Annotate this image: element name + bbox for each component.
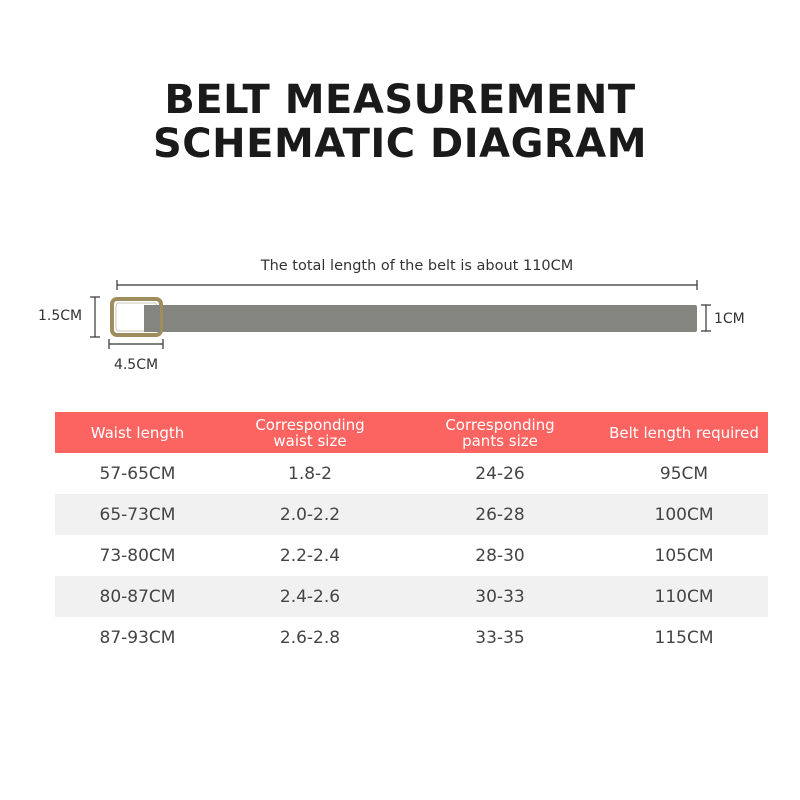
- belt-strap: [144, 305, 697, 332]
- page-title-line-2: SCHEMATIC DIAGRAM: [152, 121, 647, 167]
- cell-waist-size: 2.2-2.4: [279, 545, 341, 566]
- cell-waist-length: 87-93CM: [99, 627, 176, 648]
- cell-pants-size: 28-30: [475, 545, 525, 566]
- cell-pants-size: 24-26: [475, 463, 525, 484]
- header-belt-length-text: Belt length required: [609, 423, 759, 442]
- table-row: [55, 453, 768, 494]
- cell-pants-size: 33-35: [475, 627, 525, 648]
- table-header: [55, 412, 768, 453]
- cell-waist-length: 65-73CM: [99, 504, 176, 525]
- header-waist-length-text: Waist length: [90, 423, 185, 442]
- cell-pants-size: 30-33: [475, 586, 525, 607]
- total-length-dimension: [117, 280, 697, 290]
- header-waist-size-line2: waist size: [273, 431, 347, 450]
- belt-strap-end: [144, 305, 160, 332]
- table-row: [55, 576, 768, 617]
- cell-waist-length: 57-65CM: [99, 463, 176, 484]
- cell-waist-length: 73-80CM: [99, 545, 176, 566]
- cell-belt-length: 95CM: [659, 463, 709, 484]
- buckle-height-label: 1.5CM: [38, 308, 83, 324]
- cell-belt-length: 115CM: [654, 627, 714, 648]
- table-row: [55, 535, 768, 576]
- cell-belt-length: 110CM: [654, 586, 714, 607]
- cell-waist-size: 2.0-2.2: [279, 504, 341, 525]
- table-row: [55, 494, 768, 535]
- cell-waist-length: 80-87CM: [99, 586, 176, 607]
- total-length-label: The total length of the belt is about 110CM: [260, 258, 574, 274]
- strap-width-dimension: [701, 305, 711, 331]
- strap-width-label: 1CM: [714, 311, 745, 327]
- cell-waist-size: 2.6-2.8: [279, 627, 341, 648]
- buckle-height-dimension: [90, 297, 100, 337]
- buckle-width-label: 4.5CM: [113, 357, 159, 373]
- header-pants-size: [400, 412, 600, 453]
- buckle-width-dimension: [109, 339, 163, 349]
- header-belt-length: [600, 412, 768, 453]
- cell-belt-length: 105CM: [654, 545, 714, 566]
- cell-waist-size: 1.8-2: [288, 463, 332, 484]
- header-waist-size: [220, 412, 400, 453]
- header-waist-length: [55, 412, 220, 453]
- cell-belt-length: 100CM: [654, 504, 714, 525]
- header-pants-size-line1: Corresponding: [445, 415, 555, 434]
- header-pants-size-line2: pants size: [462, 431, 538, 450]
- cell-waist-size: 2.4-2.6: [279, 586, 341, 607]
- header-waist-size-line1: Corresponding: [255, 415, 365, 434]
- cell-pants-size: 26-28: [475, 504, 525, 525]
- size-table: [55, 412, 768, 658]
- table-row: [55, 617, 768, 658]
- page-title-line-1: BELT MEASUREMENT: [164, 77, 636, 123]
